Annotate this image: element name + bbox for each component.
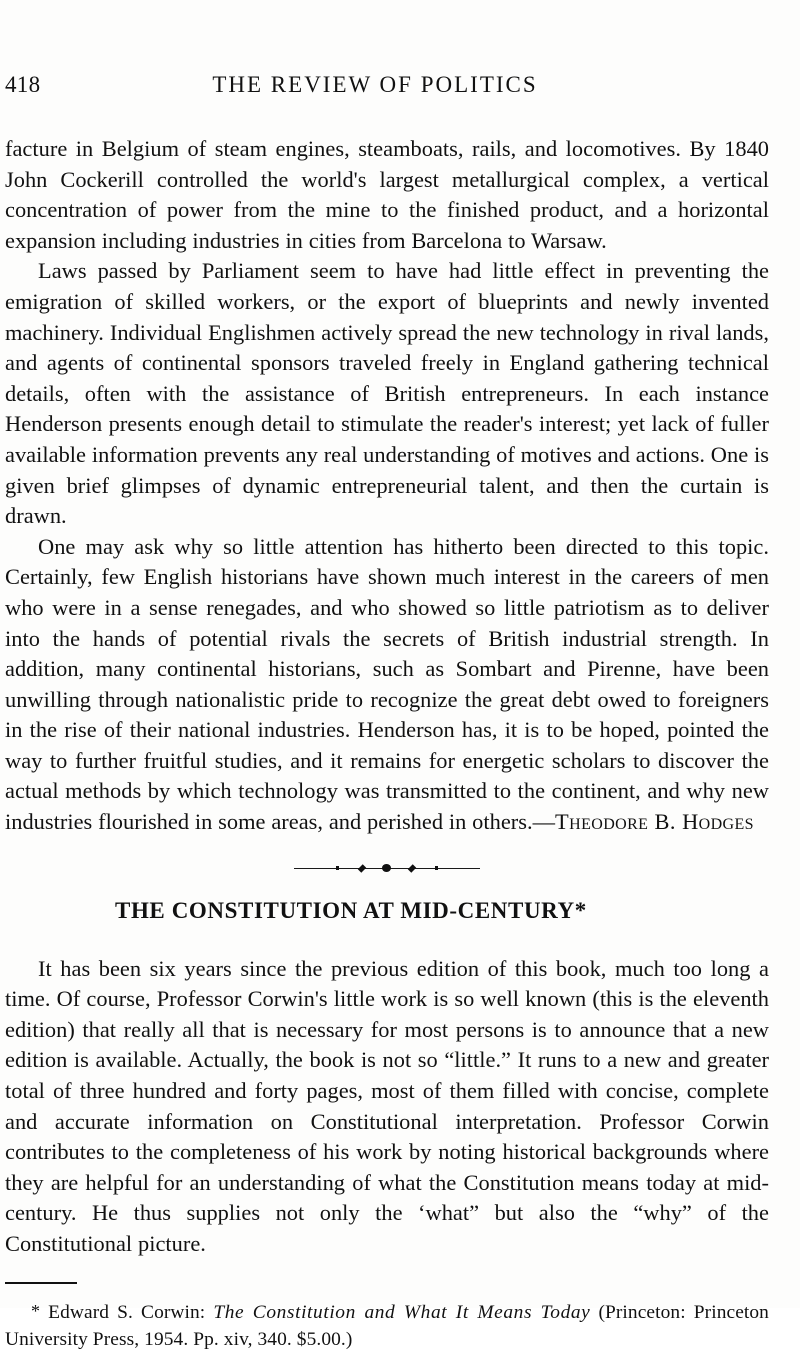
paragraph: facture in Belgium of steam engines, steamboats, rails, and locomotives. By 1840 John Cockerill controlled the world's largest metallurgical complex, a vertical concentration of power from the mine to the finished product, and a horizontal expansion including industries in cities from Barcelona to Warsaw. — [5, 136, 769, 253]
footnote-imprint: (Princeton: Princeton University Press, 1954. Pp. xiv, 340. $5.00.) — [5, 1301, 769, 1350]
review-two-body — [5, 954, 769, 1260]
footnote-area — [5, 1282, 769, 1353]
footnote-text — [5, 1298, 769, 1353]
review-one-body — [5, 134, 769, 838]
ornament-divider — [5, 838, 769, 896]
paragraph: It has been six years since the previous edition of this book, much too long a time. Of course, Professor Corwin's little work is so well known (this is the eleventh edition) that really all that is necessary for most persons is to announce that a new edition is available. Actually, the book is not so “little.” It runs to a new and greater total of three hundred and forty pages, most of them filled with concise, complete and accurate information on Constitutional interpretation. Professor Corwin contributes to the completeness of his work by noting historical backgrounds where they are helpful for an understanding of what the Constitution means today at mid-century. He thus supplies not only the ‘what” but also the “why” of the Constitutional picture. — [5, 955, 769, 1256]
footnote-marker: * — [31, 1300, 41, 1321]
paragraph-with-signature — [5, 532, 769, 838]
ornament-dot — [382, 864, 391, 872]
paragraph-text: One may ask why so little attention has hitherto been directed to this topic. Certainly, few English historians have shown much interest in the careers of men who were in a sense renegades, and who showed so little patriotism as to deliver into the hands of potential rivals the secrets of British industrial strength. In addition, many continental historians, such as Sombart and Pirenne, have been unwilling through nationalistic pride to recognize the great debt owed to foreigners in the rise of their national industries. Henderson has, it is to be hoped, pointed the way to further fruitful studies, and it remains for energetic scholars to discover the actual methods by which technology was transmitted to the continent, and why new industries flourished in some areas, and perished in others.— — [5, 533, 769, 835]
ornament-diamond — [408, 864, 416, 872]
running-head — [5, 72, 769, 114]
journal-title: THE REVIEW OF POLITICS — [212, 72, 538, 97]
ornament-tick — [336, 866, 339, 870]
review-two-heading: THE CONSTITUTION AT MID-CENTURY* — [115, 897, 587, 923]
ornament-tick — [435, 866, 438, 870]
footnote-separator-rule — [5, 1282, 77, 1284]
ornament-icon — [294, 864, 480, 873]
reviewer-signature: Theodore B. Hodges — [555, 809, 754, 835]
page-number: 418 — [5, 72, 41, 97]
ornament-diamond — [358, 864, 366, 872]
footnote-book-title: The Constitution and What It Means Today — [213, 1301, 591, 1323]
paragraph: Laws passed by Parliament seem to have had little effect in preventing the emigration of skilled workers, or the export of blueprints and newly invented machinery. Individual Englishmen actively spread the new technology in rival lands, and agents of continental sponsors traveled freely in England gathering technical details, often with the assistance of British entrepreneurs. In each instance Henderson presents enough detail to stimulate the reader's interest; yet lack of fuller available information prevents any real understanding of motives and actions. One is given brief glimpses of dynamic entrepreneurial talent, and then the curtain is drawn. — [5, 258, 769, 529]
page-content — [5, 0, 769, 1353]
footnote-author: Edward S. Corwin: — [48, 1301, 206, 1323]
